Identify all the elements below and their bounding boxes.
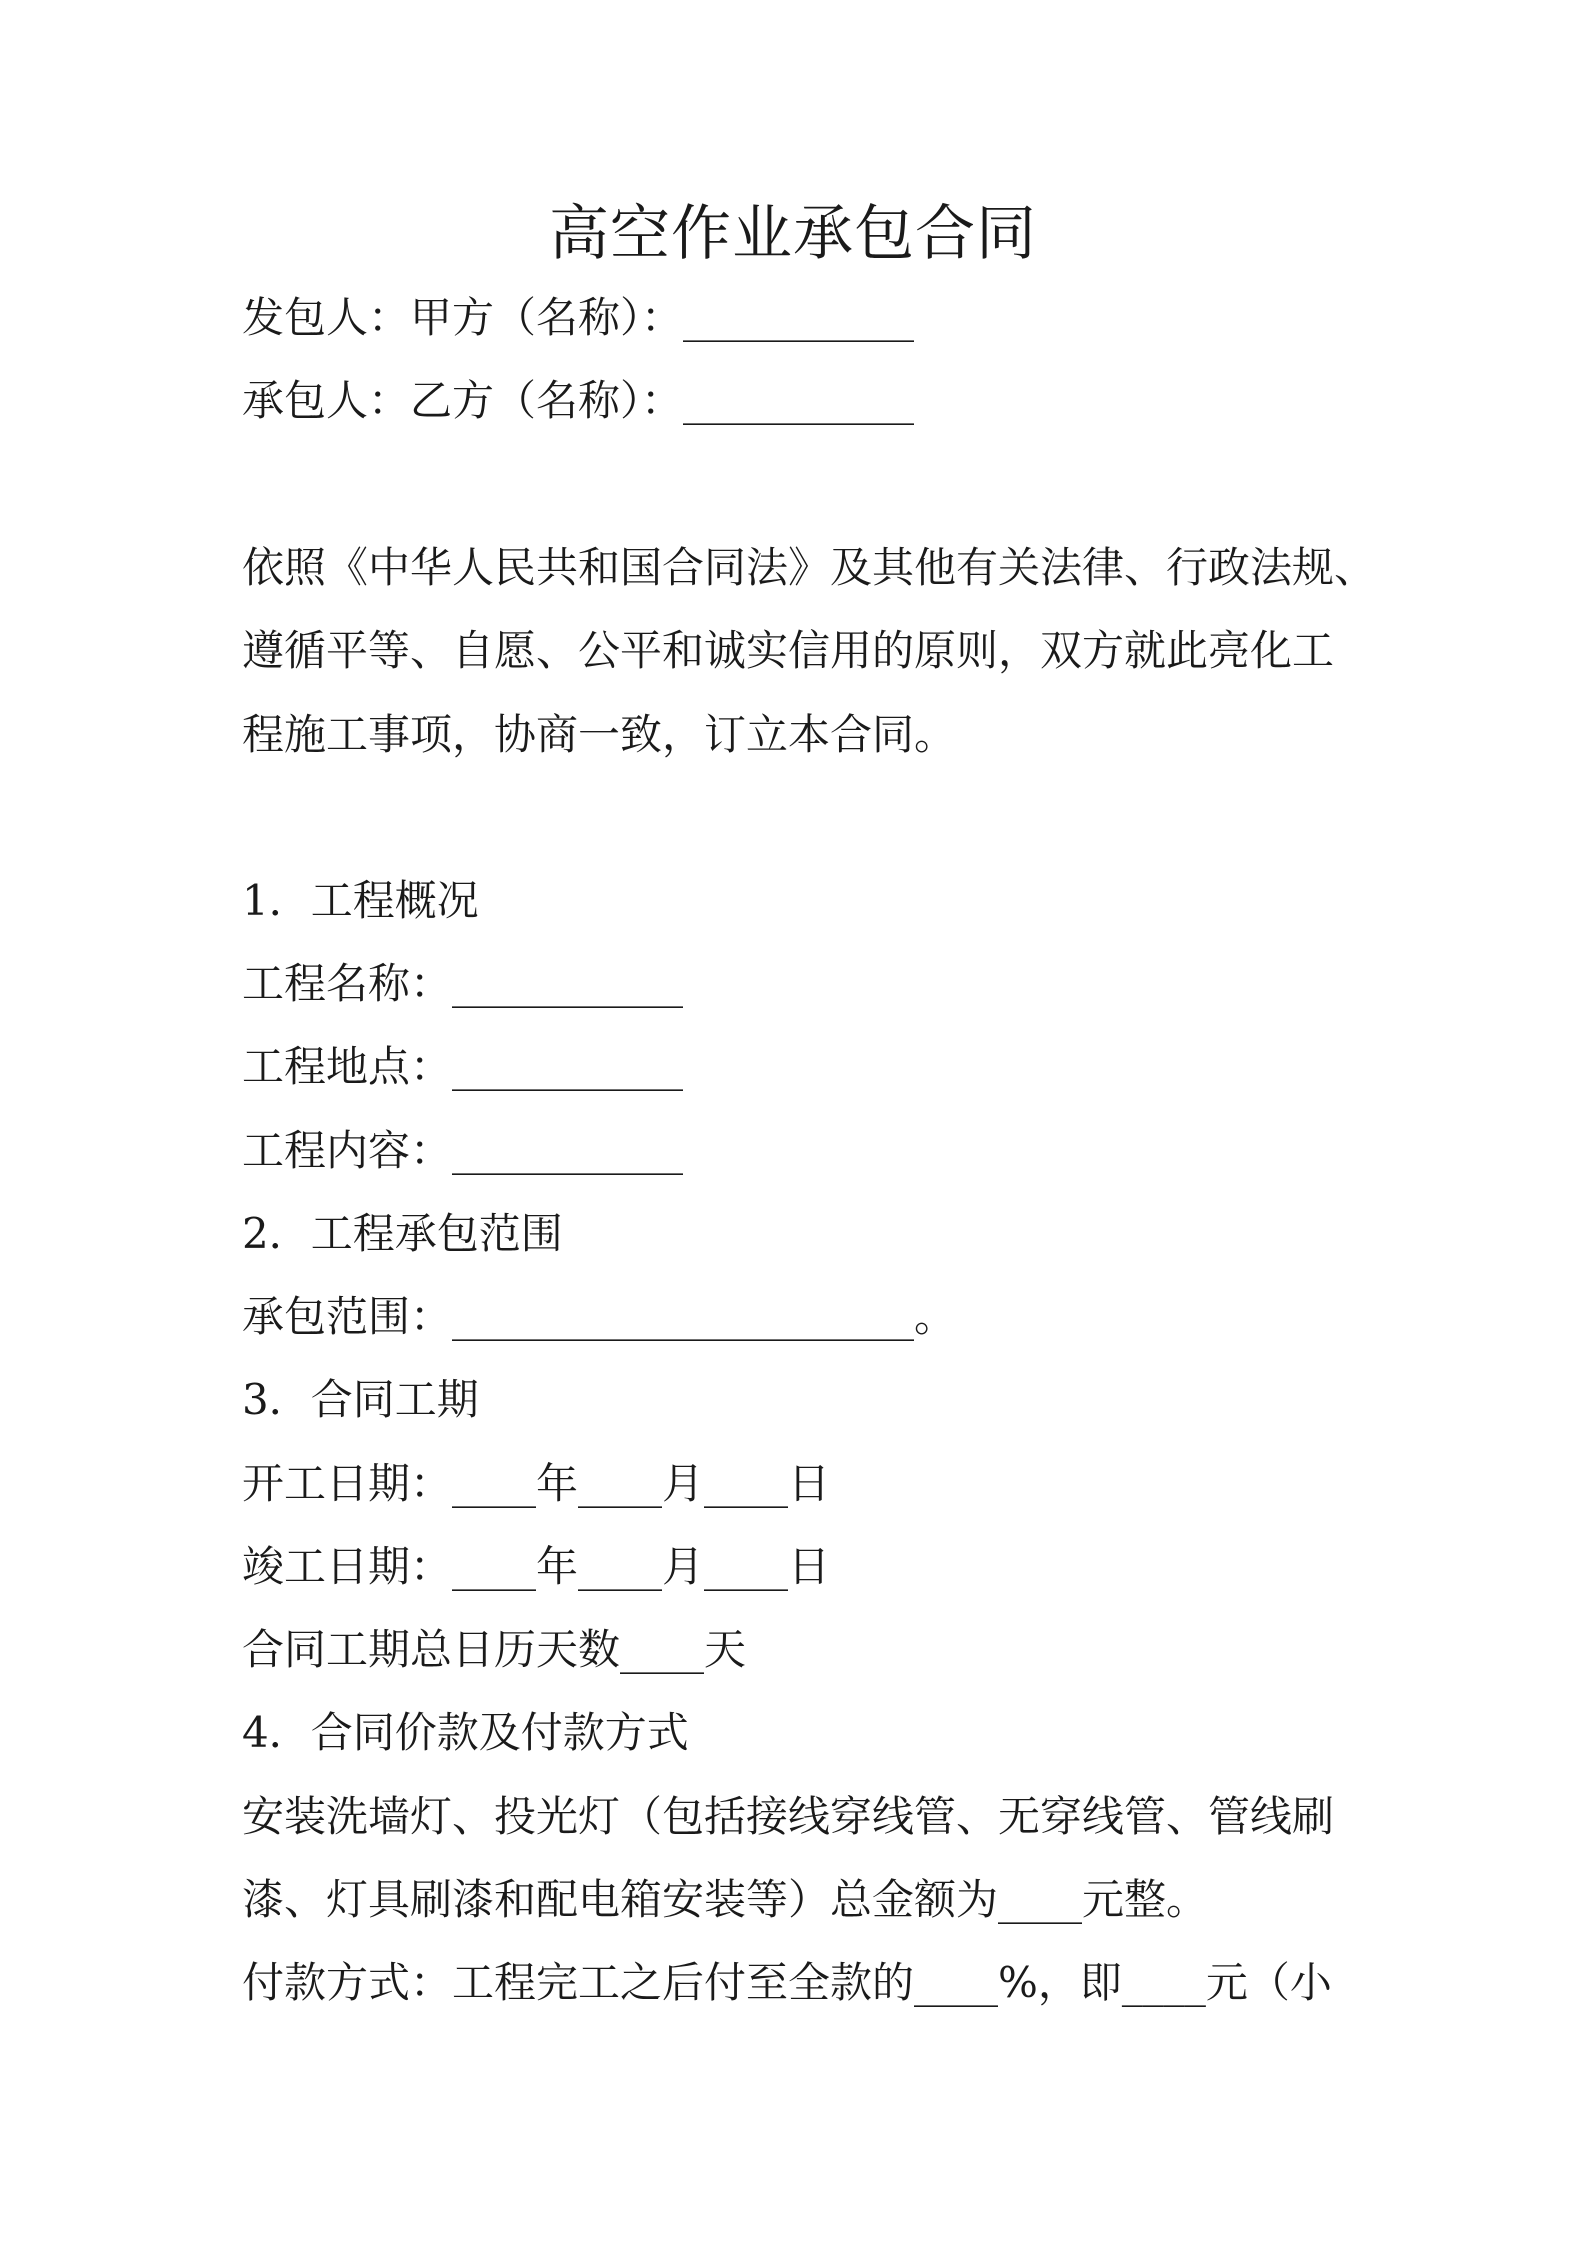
- preamble-line-1: 依照《中华人民共和国合同法》及其他有关法律、行政法规、: [242, 543, 1377, 592]
- project-content-line: 工程内容：___________: [242, 1126, 684, 1175]
- project-location-line: 工程地点：___________: [242, 1042, 684, 1091]
- section-3-heading: 3．合同工期: [242, 1375, 479, 1424]
- start-date-line: 开工日期：____年____月____日: [242, 1459, 831, 1508]
- contractor-line: 承包人：乙方（名称）：___________: [242, 376, 915, 425]
- preamble-line-2: 遵循平等、自愿、公平和诚实信用的原则，双方就此亮化工: [242, 626, 1335, 675]
- preamble-line-3: 程施工事项，协商一致，订立本合同。: [242, 710, 957, 759]
- amount-line-1: 安装洗墙灯、投光灯（包括接线穿线管、无穿线管、管线刷: [242, 1792, 1335, 1841]
- section-1-heading: 1．工程概况: [242, 876, 479, 925]
- contract-scope-line: 承包范围：______________________。: [242, 1292, 957, 1341]
- amount-line-2: 漆、灯具刷漆和配电箱安装等）总金额为____元整。: [242, 1875, 1209, 1924]
- document-title: 高空作业承包合同: [549, 199, 1037, 269]
- total-days-line: 合同工期总日历天数____天: [242, 1625, 747, 1674]
- section-4-heading: 4．合同价款及付款方式: [242, 1708, 689, 1757]
- completion-date-line: 竣工日期：____年____月____日: [242, 1542, 831, 1591]
- project-name-line: 工程名称：___________: [242, 959, 684, 1008]
- section-2-heading: 2．工程承包范围: [242, 1209, 563, 1258]
- payment-method-line: 付款方式：工程完工之后付至全款的____%，即____元（小: [242, 1958, 1332, 2007]
- employer-line: 发包人：甲方（名称）：___________: [242, 293, 915, 342]
